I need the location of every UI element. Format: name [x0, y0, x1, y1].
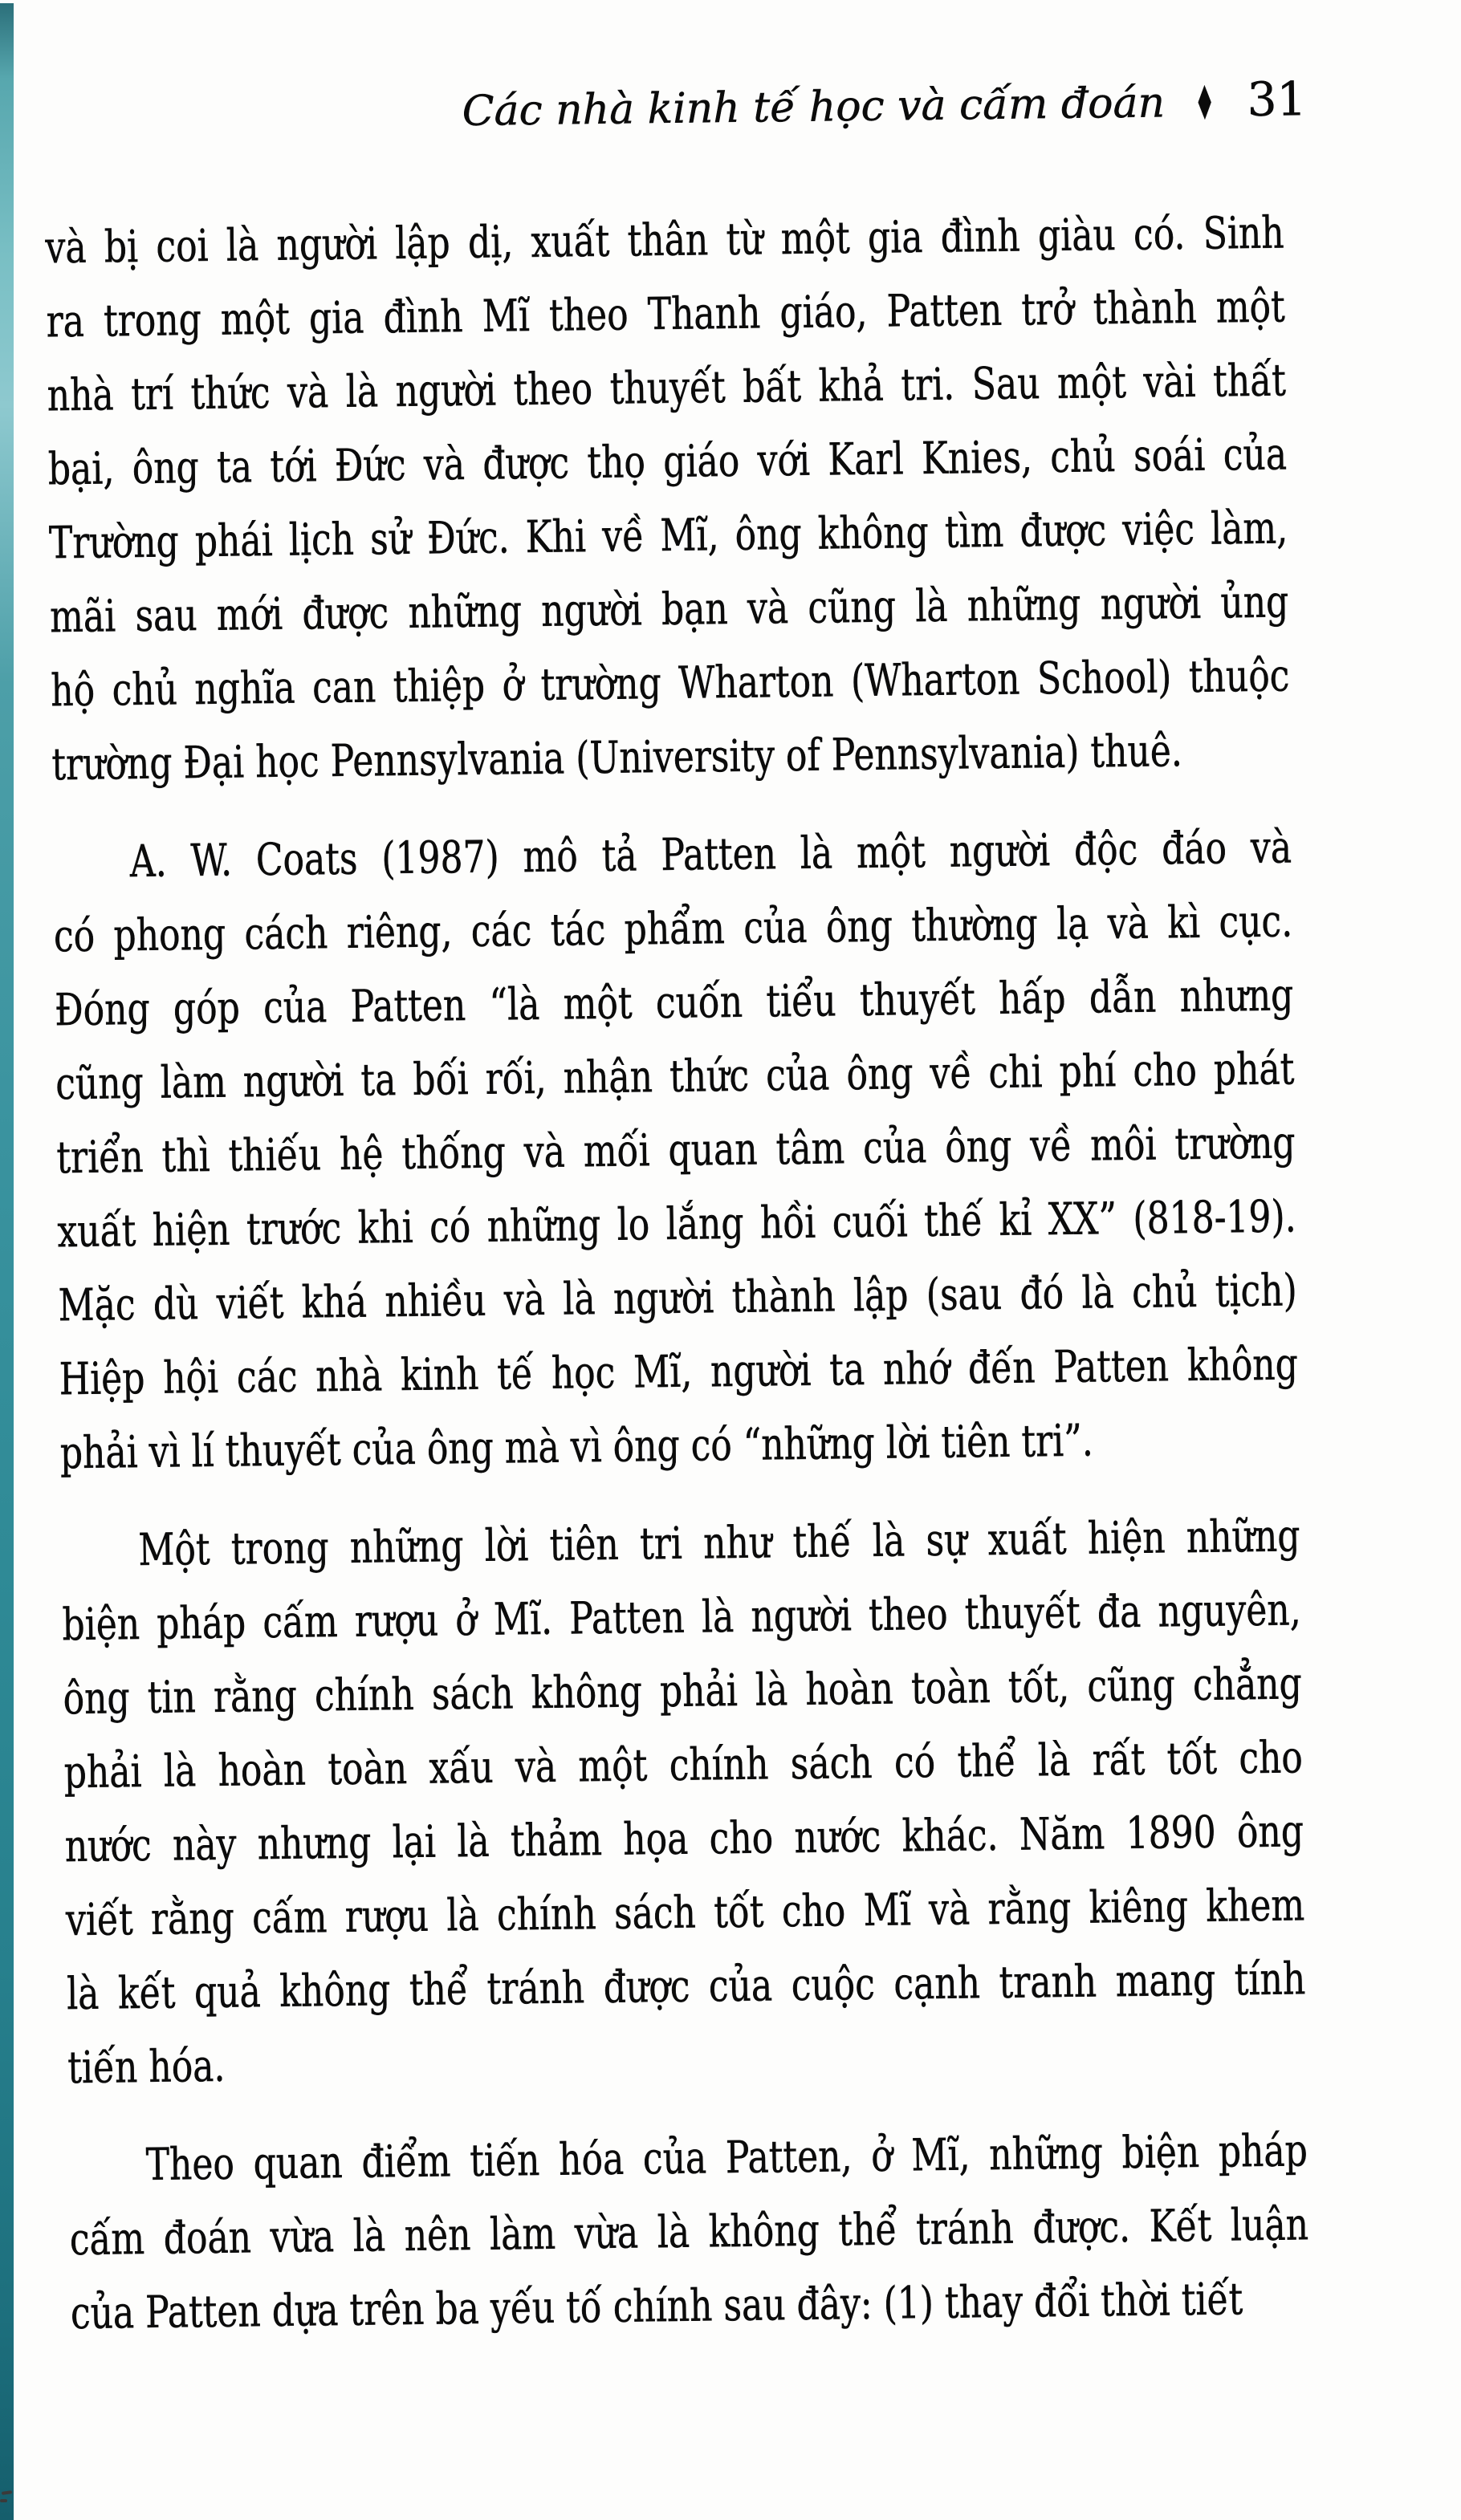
text-line: có phong cách riêng, các tác phẩm của ông thường lạ và kì cục. [53, 895, 1293, 962]
text-line: Trường phái lịch sử Đức. Khi về Mĩ, ông không tìm được việc làm, [48, 502, 1288, 569]
text-line: hộ chủ nghĩa can thiệp ở trường Wharton (Wharton School) thuộc [50, 649, 1290, 717]
text-line: ra trong một gia đình Mĩ theo Thanh giáo, Patten trở thành một [46, 280, 1286, 348]
running-header [462, 67, 1307, 145]
body-text [45, 192, 1461, 2374]
text-line: ông tin rằng chính sách không phải là hoàn toàn tốt, cũng chẳng [63, 1657, 1303, 1725]
paragraph [45, 192, 1461, 802]
text-line: và bị coi là người lập dị, xuất thân từ một gia đình giàu có. Sinh [45, 206, 1284, 274]
text-line: xuất hiện trước khi có những lo lắng hồi cuối thế kỉ XX” (818-19). [57, 1190, 1296, 1258]
header-title: Các nhà kinh tế học và cấm đoán [462, 79, 1166, 136]
text-line: triển thì thiếu hệ thống và mối quan tâm của ông về môi trường [55, 1116, 1296, 1184]
text-line: là kết quả không thể tránh được của cuộc cạnh tranh mang tính [66, 1953, 1306, 2020]
text-line: phải là hoàn toàn xấu và một chính sách có thể là rất tốt cho [63, 1731, 1304, 1799]
page-number: 31 [1247, 71, 1307, 128]
text-line: biện pháp cấm rượu ở Mĩ. Patten là người theo thuyết đa nguyên, [62, 1583, 1301, 1651]
text-line: viết rằng cấm rượu là chính sách tốt cho Mĩ và rằng kiêng khem [65, 1879, 1305, 1946]
text-line: A. W. Coats (1987) mô tả Patten là một người độc đáo và [129, 821, 1292, 888]
paragraph [52, 807, 1461, 1490]
text-line: phải vì lí thuyết của ông mà vì ông có “những lời tiên tri”. [59, 1414, 1094, 1479]
text-line: cấm đoán vừa là nên làm vừa là không thể tránh được. Kết luận [69, 2198, 1309, 2266]
ink-speck [0, 2499, 7, 2502]
text-line: Hiệp hội các nhà kinh tế học Mĩ, người ta nhớ đến Patten không [59, 1338, 1299, 1405]
text-line: Theo quan điểm tiến hóa của Patten, ở Mĩ, những biện pháp [145, 2124, 1308, 2190]
text-line: trường Đại học Pennsylvania (University of Pennsylvania) thuê. [51, 725, 1183, 791]
text-line: Một trong những lời tiên tri như thế là sự xuất hiện những [137, 1510, 1300, 1576]
paragraph [68, 2110, 1461, 2351]
text-line: mãi sau mới được những người bạn và cũng là những người ủng [49, 575, 1289, 643]
paragraph [61, 1495, 1461, 2105]
text-line: Mặc dù viết khá nhiều và là người thành lập (sau đó là chủ tịch) [58, 1264, 1298, 1331]
text-line: của Patten dựa trên ba yếu tố chính sau đây: (1) thay đổi thời tiết [70, 2273, 1243, 2339]
text-line: bại, ông ta tới Đức và được thọ giáo với Karl Knies, chủ soái của [47, 428, 1288, 495]
text-line: tiến hóa. [67, 2039, 226, 2094]
text-line: cũng làm người ta bối rối, nhận thức của ông về chi phí cho phát [55, 1043, 1295, 1110]
diamond-icon: ♦ [1194, 76, 1215, 132]
text-line: Đóng góp của Patten “là một cuốn tiểu thuyết hấp dẫn nhưng [54, 969, 1294, 1036]
text-line: nhà trí thức và là người theo thuyết bất khả tri. Sau một vài thất [47, 354, 1287, 421]
text-line: nước này nhưng lại là thảm họa cho nước khác. Năm 1890 ông [64, 1805, 1304, 1872]
